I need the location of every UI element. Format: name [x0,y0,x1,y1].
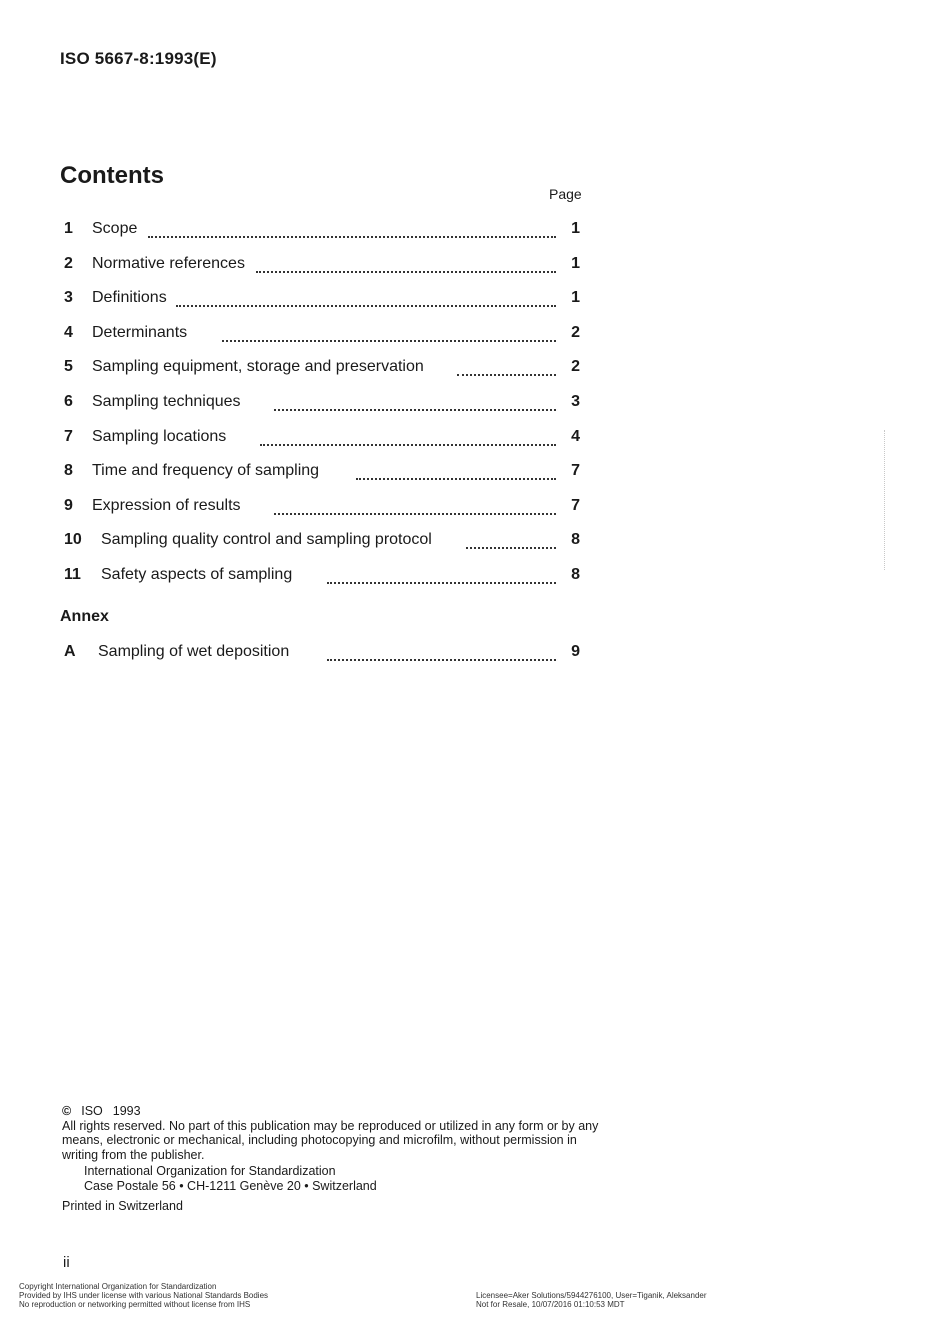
annex-heading: Annex [60,608,109,625]
footer-line: Not for Resale, 10/07/2016 01:10:53 MDT [476,1300,625,1309]
toc-entry-number: 3 [64,289,73,306]
toc-entry-title: Expression of results [92,497,241,514]
toc-leader-dots [327,645,556,661]
toc-leader-dots [274,499,556,515]
toc-entry[interactable] [64,566,580,588]
document-id: ISO 5667-8:1993(E) [60,49,217,68]
printed-location: Printed in Switzerland [62,1199,183,1213]
toc-entry-number: 6 [64,393,73,410]
toc-entry-title: Safety aspects of sampling [101,566,293,583]
toc-entry-page: 8 [571,566,580,583]
toc-entry[interactable] [64,428,580,450]
toc-entry-number: 7 [64,428,73,445]
toc-entry-title: Definitions [92,289,167,306]
footer-line: No reproduction or networking permitted without license from IHS [19,1300,251,1309]
toc-entry[interactable] [64,358,580,380]
toc-entry-number: A [64,643,76,660]
toc-entry[interactable] [64,497,580,519]
toc-leader-dots [327,568,556,584]
toc-entry-title: Determinants [92,324,188,341]
toc-entry-page: 1 [571,220,580,237]
toc-leader-dots [274,395,556,411]
margin-scan-marks [884,430,888,570]
toc-entry-number: 5 [64,358,73,375]
toc-entry-title: Normative references [92,255,245,272]
copyright-block [62,1104,602,1214]
toc-leader-dots [148,222,556,238]
toc-leader-dots [222,326,556,342]
toc-entry-title: Sampling techniques [92,393,241,410]
toc-entry-page: 4 [571,428,580,445]
page-number: ii [63,1254,70,1271]
toc-entry-title: Time and frequency of sampling [92,462,320,479]
contents-title: Contents [60,162,164,189]
toc-entry-title: Sampling locations [92,428,227,445]
toc-entry[interactable] [64,462,580,484]
toc-entry-number: 2 [64,255,73,272]
organization-name: International Organization for Standardization [84,1164,336,1178]
organization-address [62,1164,602,1193]
toc-leader-dots [457,360,556,376]
rights-statement: All rights reserved. No part of this publication may be reproduced or utilized in any form or by any means, electronic or mechanical, including photocopying and microfilm, without permission in writing from the publisher. [62,1118,599,1162]
toc-entry-number: 4 [64,324,73,341]
toc-entry[interactable] [64,531,580,553]
copyright-line [62,1104,602,1119]
toc-annex-entry[interactable] [64,643,580,665]
copyright-icon: © [62,1104,72,1118]
toc-entry-title: Sampling quality control and sampling protocol [101,531,432,548]
toc-entry-number: 8 [64,462,73,479]
toc-entry-page: 8 [571,531,580,548]
toc-entry[interactable] [64,324,580,346]
copyright-year: 1993 [112,1104,141,1118]
toc-entry-title: Scope [92,220,138,237]
page-column-label: Page [549,186,582,202]
toc-entry-page: 9 [571,643,580,660]
toc-leader-dots [356,464,556,480]
toc-entry[interactable] [64,255,580,277]
postal-address: Case Postale 56 • CH-1211 Genève 20 • Switzerland [84,1178,377,1193]
toc-entry-page: 7 [571,497,580,514]
toc-entry-page: 2 [571,324,580,341]
footer-line: Provided by IHS under license with various National Standards Bodies [19,1291,269,1300]
toc-entry-number: 1 [64,220,73,237]
toc-entry[interactable] [64,393,580,415]
toc-entry-page: 1 [571,289,580,306]
toc-entry[interactable] [64,220,580,242]
toc-leader-dots [256,257,556,273]
toc-entry-title: Sampling of wet deposition [98,643,290,660]
toc-entry-page: 1 [571,255,580,272]
toc-leader-dots [260,430,556,446]
toc-entry-number: 9 [64,497,73,514]
copyright-owner: ISO [81,1104,103,1118]
toc-entry-page: 7 [571,462,580,479]
toc-entry-title: Sampling equipment, storage and preservation [92,358,424,375]
toc-entry-number: 10 [64,531,82,548]
footer-line: Copyright International Organization for Standardization [19,1282,217,1291]
toc-leader-dots [176,291,556,307]
toc-leader-dots [466,533,556,549]
toc-entry-number: 11 [64,566,81,583]
toc-entry-page: 2 [571,358,580,375]
footer-line: Licensee=Aker Solutions/5944276100, User=Tiganik, Aleksander [476,1291,707,1300]
license-footer-left [19,1282,268,1309]
toc-entry-page: 3 [571,393,580,410]
toc-entry[interactable] [64,289,580,311]
license-footer-right [476,1291,707,1309]
